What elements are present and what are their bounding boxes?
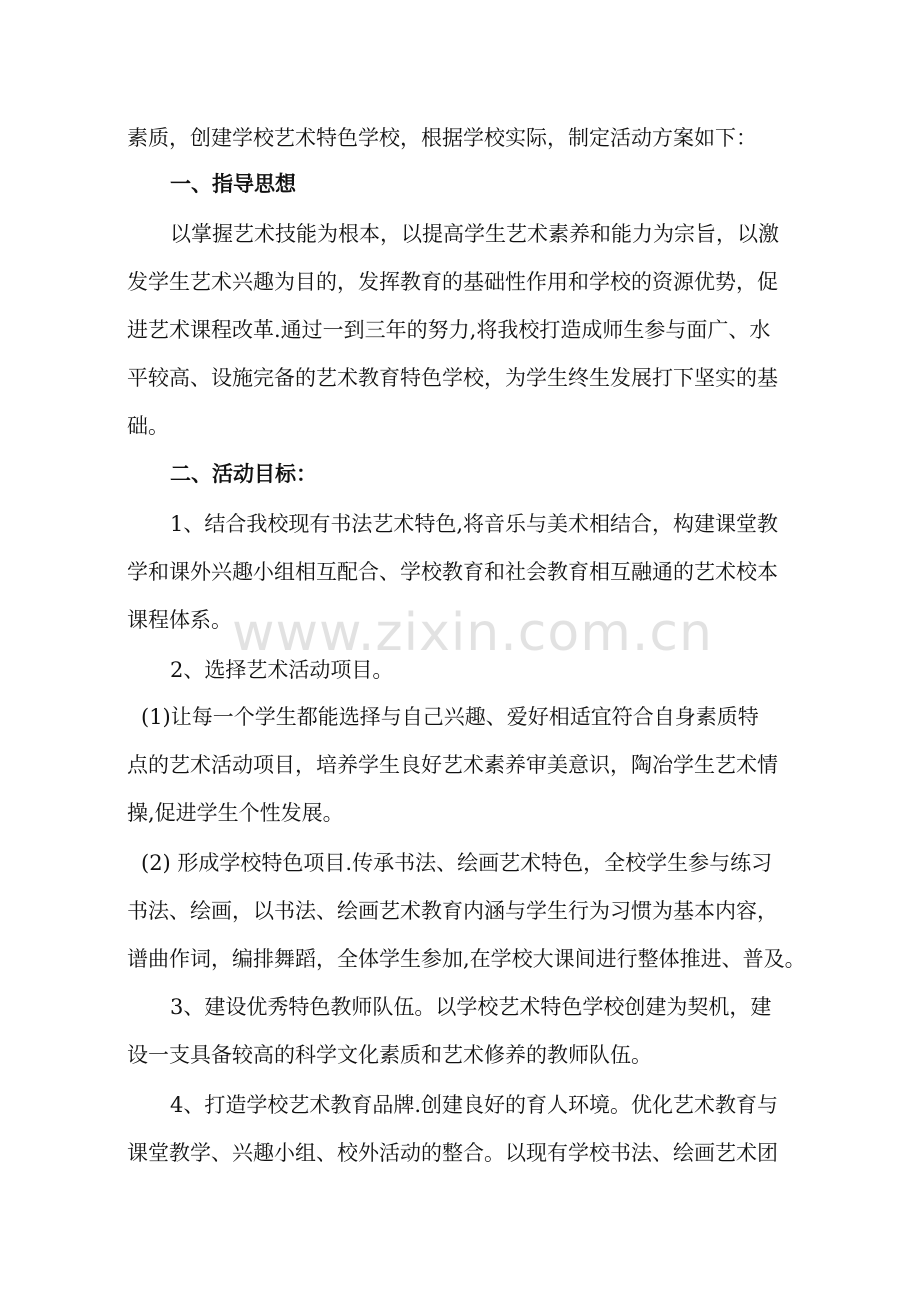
text-line: 3、建设优秀特色教师队伍。以学校艺术特色学校创建为契机，建 <box>170 995 772 1019</box>
text-line: 谱曲作词，编排舞蹈，全体学生参加,在学校大课间进行整体推进、普及。 <box>127 947 806 971</box>
text-line: (2) 形成学校特色项目.传承书法、绘画艺术特色，全校学生参与练习 <box>141 851 773 875</box>
text-line: 素质，创建学校艺术特色学校，根据学校实际，制定活动方案如下： <box>127 126 757 150</box>
text-line: 以掌握艺术技能为根本，以提高学生艺术素养和能力为宗旨，以激 <box>170 222 779 246</box>
text-line: 4、打造学校艺术教育品牌.创建良好的育人环境。优化艺术教育与 <box>170 1093 779 1117</box>
text-line: (1)让每一个学生都能选择与自己兴趣、爱好相适宜符合自身素质特 <box>141 705 759 729</box>
text-line: 操,促进学生个性发展。 <box>127 801 344 825</box>
text-line: 平较高、设施完备的艺术教育特色学校，为学生终生发展打下坚实的基 <box>127 366 778 390</box>
text-line: 2、选择艺术活动项目。 <box>170 658 394 682</box>
text-line: 础。 <box>127 414 169 438</box>
text-line: 课程体系。 <box>127 608 232 632</box>
section-heading: 一、指导思想 <box>170 171 296 196</box>
text-line: 点的艺术活动项目，培养学生良好艺术素养审美意识，陶冶学生艺术情 <box>127 753 778 777</box>
watermark: www.zixin.com.cn <box>232 603 713 663</box>
text-line: 课堂教学、兴趣小组、校外活动的整合。以现有学校书法、绘画艺术团 <box>127 1141 778 1165</box>
text-line: 1、结合我校现有书法艺术特色,将音乐与美术相结合，构建课堂教 <box>170 512 779 536</box>
text-line: 发学生艺术兴趣为目的，发挥教育的基础性作用和学校的资源优势，促 <box>127 270 778 294</box>
text-line: 书法、绘画，以书法、绘画艺术教育内涵与学生行为习惯为基本内容， <box>127 899 778 923</box>
section-heading: 二、活动目标： <box>170 461 317 486</box>
text-line: 学和课外兴趣小组相互配合、学校教育和社会教育相互融通的艺术校本 <box>127 560 778 584</box>
text-line: 设一支具备较高的科学文化素质和艺术修养的教师队伍。 <box>127 1043 652 1067</box>
text-line: 进艺术课程改革.通过一到三年的努力,将我校打造成师生参与面广、水 <box>127 318 771 342</box>
